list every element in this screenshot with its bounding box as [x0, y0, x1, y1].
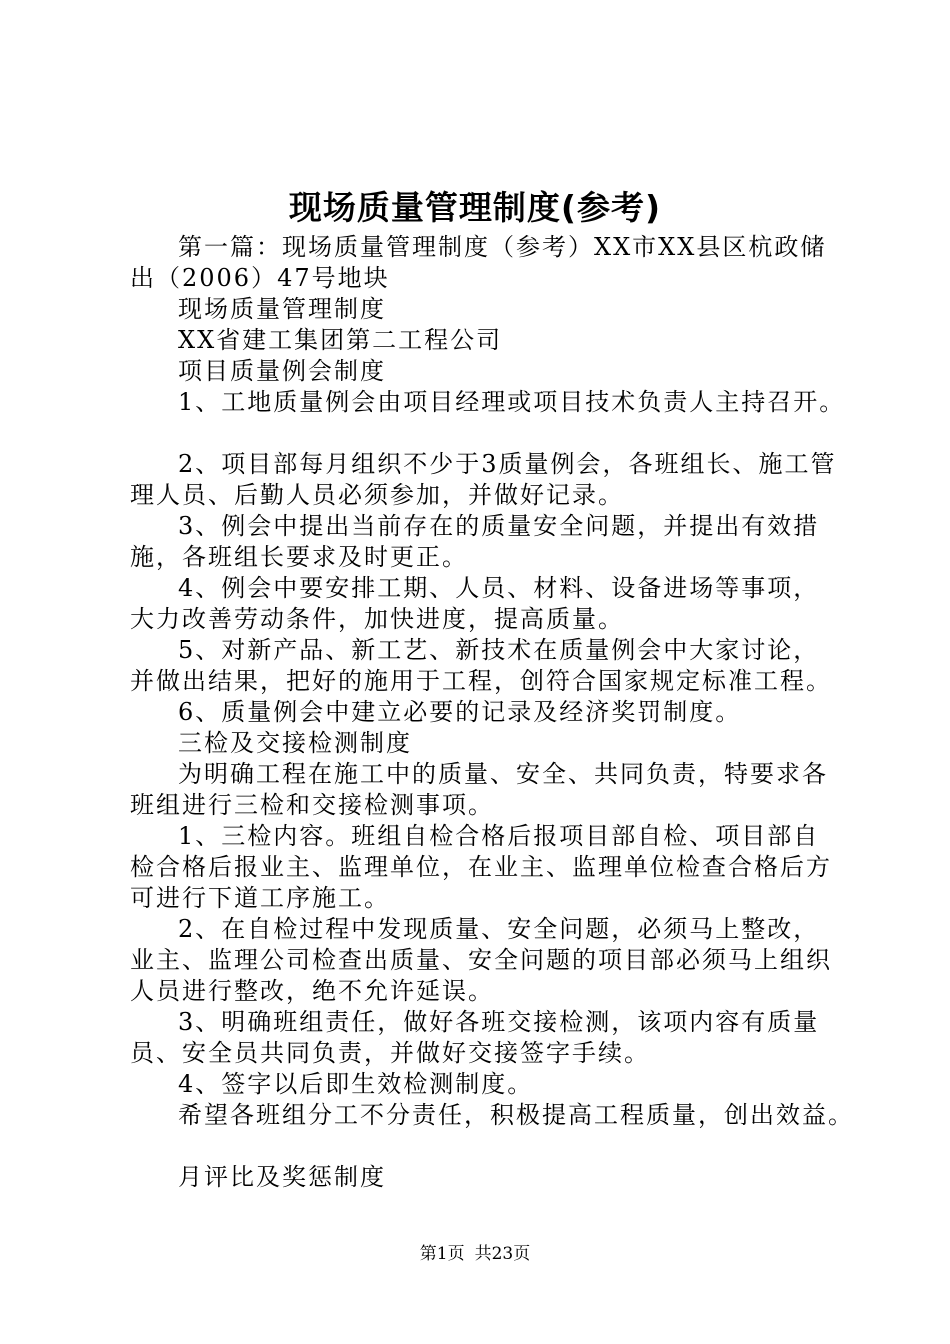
paragraph-company: XX省建工集团第二工程公司 [178, 326, 503, 354]
paragraph-item: 为明确工程在施工中的质量、安全、共同负责，特要求各班组进行三检和交接检测事项。 [130, 760, 828, 819]
paragraph-item: 3、明确班组责任，做好各班交接检测，该项内容有质量员、安全员共同负责，并做好交接签字手续。 [130, 1008, 820, 1067]
section-heading-inspection: 三检及交接检测制度 [178, 729, 412, 757]
blank-line [130, 1131, 840, 1162]
document-body [130, 232, 854, 1193]
paragraph-item: 4、例会中要安排工期、人员、材料、设备进场等事项，大力改善劳动条件，加快进度，提高质量。 [130, 574, 820, 633]
page-total: 共23页 [474, 1244, 531, 1264]
paragraph-heading-system: 现场质量管理制度 [178, 295, 386, 323]
paragraph-item: 2、项目部每月组织不少于3质量例会，各班组长、施工管理人员、后勤人员必须参加，并做好记录。 [130, 450, 837, 509]
paragraph-item: 1、工地质量例会由项目经理或项目技术负责人主持召开。 [178, 388, 846, 416]
section-heading-meeting: 项目质量例会制度 [178, 357, 386, 385]
paragraph-intro: 第一篇：现场质量管理制度（参考）XX市XX县区杭政储出（2006）47号地块 [130, 233, 827, 292]
blank-line [130, 418, 840, 449]
paragraph-item: 5、对新产品、新工艺、新技术在质量例会中大家讨论，并做出结果，把好的施用于工程，创符合国家规定标准工程。 [130, 636, 832, 695]
document-title: 现场质量管理制度(参考) [288, 188, 662, 227]
page-number: 第1页 [419, 1244, 465, 1264]
paragraph-item: 1、三检内容。班组自检合格后报项目部自检、项目部自检合格后报业主、监理单位，在业主、监理单位检查合格后方可进行下道工序施工。 [130, 822, 832, 912]
paragraph-item: 6、质量例会中建立必要的记录及经济奖罚制度。 [178, 698, 742, 726]
paragraph-item: 希望各班组分工不分责任，积极提高工程质量，创出效益。 [178, 1101, 854, 1129]
paragraph-item: 2、在自检过程中发现质量、安全问题，必须马上整改，业主、监理公司检查出质量、安全问题的项目部必须马上组织人员进行整改，绝不允许延误。 [130, 915, 832, 1005]
paragraph-item: 3、例会中提出当前存在的质量安全问题，并提出有效措施，各班组长要求及时更正。 [130, 512, 820, 571]
page-footer [0, 1242, 950, 1266]
paragraph-item: 4、签字以后即生效检测制度。 [178, 1070, 534, 1098]
section-heading-evaluation: 月评比及奖惩制度 [178, 1163, 386, 1191]
